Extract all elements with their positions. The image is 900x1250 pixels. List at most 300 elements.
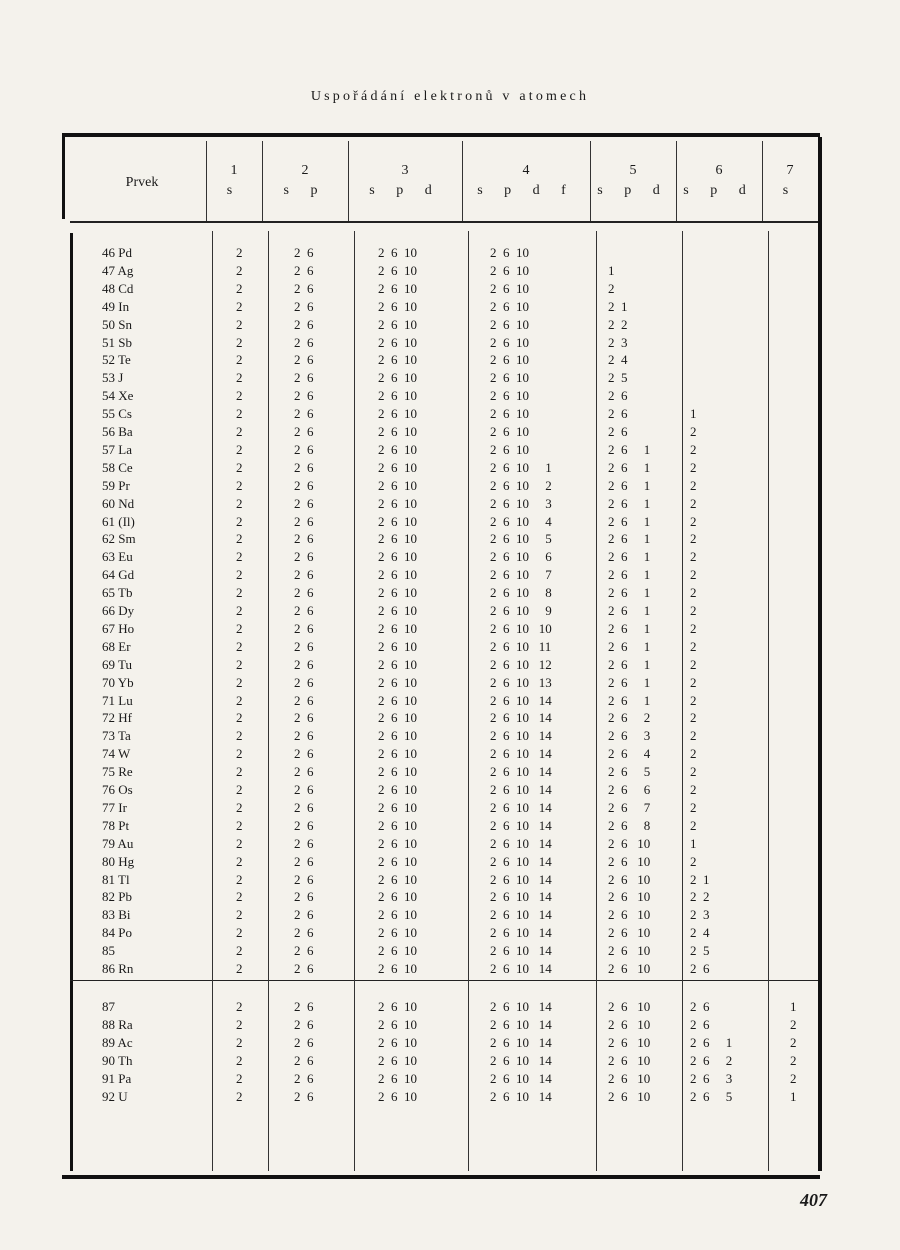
shell-4-value: 2 6 10 — [490, 262, 529, 278]
shell-4-value: 2 6 10 4 — [490, 513, 552, 529]
table-row — [62, 567, 820, 585]
shell-2-value: 2 6 — [294, 674, 314, 690]
table-row — [62, 496, 820, 514]
shell-5-value: 2 6 4 — [608, 746, 651, 762]
shell-1-value: 2 — [236, 1070, 243, 1086]
shell-number: 3 — [401, 163, 409, 178]
subshell-labels: s p d — [683, 183, 755, 198]
shell-5-value: 2 6 1 — [608, 620, 651, 636]
shell-2-value: 2 6 — [294, 1070, 314, 1086]
shell-3-value: 2 6 10 — [378, 1016, 417, 1032]
shell-header-4 — [462, 161, 590, 201]
shell-2-value: 2 6 — [294, 817, 314, 833]
shell-1-value: 2 — [236, 549, 243, 565]
shell-3-value: 2 6 10 — [378, 835, 417, 851]
shell-2-value: 2 6 — [294, 513, 314, 529]
shell-3-value: 2 6 10 — [378, 298, 417, 314]
element-label: 58 Ce — [102, 459, 133, 475]
shell-1-value: 2 — [236, 513, 243, 529]
shell-3-value: 2 6 10 — [378, 638, 417, 654]
element-label: 85 — [102, 943, 115, 959]
shell-4-value: 2 6 10 14 — [490, 728, 552, 744]
shell-3-value: 2 6 10 — [378, 961, 417, 976]
shell-4-value: 2 6 10 14 — [490, 907, 552, 923]
shell-1-value: 2 — [236, 245, 243, 260]
table-row — [62, 782, 820, 800]
table-row — [62, 1053, 820, 1071]
shell-5-value: 2 6 10 — [608, 907, 651, 923]
element-label: 62 Sm — [102, 531, 136, 547]
element-label: 65 Tb — [102, 585, 133, 601]
shell-2-value: 2 6 — [294, 835, 314, 851]
shell-5-value: 2 6 3 — [608, 728, 651, 744]
shell-5-value: 2 6 5 — [608, 764, 651, 780]
table-row — [62, 925, 820, 943]
shell-6-value: 2 3 — [690, 907, 710, 923]
element-label: 90 Th — [102, 1052, 133, 1068]
shell-2-value: 2 6 — [294, 1088, 314, 1104]
shell-2-value: 2 6 — [294, 871, 314, 887]
shell-4-value: 2 6 10 2 — [490, 477, 552, 493]
element-label: 78 Pt — [102, 817, 130, 833]
shell-1-value: 2 — [236, 961, 243, 976]
shell-5-value: 2 6 2 — [608, 710, 651, 726]
table-row — [62, 746, 820, 764]
shell-2-value: 2 6 — [294, 477, 314, 493]
shell-6-value: 2 — [690, 853, 697, 869]
shell-6-value: 2 — [690, 746, 697, 762]
table-row — [62, 836, 820, 854]
element-label: 87 — [102, 999, 115, 1014]
shell-4-value: 2 6 10 — [490, 352, 529, 368]
table-row — [62, 585, 820, 603]
shell-number: 2 — [301, 163, 309, 178]
shell-4-value: 2 6 10 14 — [490, 692, 552, 708]
shell-1-value: 2 — [236, 710, 243, 726]
shell-2-value: 2 6 — [294, 943, 314, 959]
shell-3-value: 2 6 10 — [378, 853, 417, 869]
shell-5-value: 2 6 8 — [608, 817, 651, 833]
shell-3-value: 2 6 10 — [378, 674, 417, 690]
group-divider — [70, 980, 818, 981]
shell-number: 4 — [522, 163, 530, 178]
element-label: 47 Ag — [102, 262, 134, 278]
shell-3-value: 2 6 10 — [378, 871, 417, 887]
table-row — [62, 889, 820, 907]
shell-4-value: 2 6 10 — [490, 370, 529, 386]
shell-4-value: 2 6 10 14 — [490, 925, 552, 941]
shell-1-value: 2 — [236, 799, 243, 815]
element-label: 89 Ac — [102, 1034, 133, 1050]
shell-4-value: 2 6 10 7 — [490, 567, 552, 583]
table-row — [62, 639, 820, 657]
table-row — [62, 710, 820, 728]
shell-7-value: 1 — [790, 1088, 797, 1104]
shell-3-value: 2 6 10 — [378, 424, 417, 439]
shell-1-value: 2 — [236, 728, 243, 744]
element-label: 60 Nd — [102, 495, 135, 511]
shell-6-value: 2 6 — [690, 961, 710, 976]
shell-2-value: 2 6 — [294, 961, 314, 976]
shell-6-value: 2 — [690, 710, 697, 726]
shell-6-value: 2 — [690, 799, 697, 815]
shell-7-value: 2 — [790, 1052, 797, 1068]
shell-5-value: 2 6 10 — [608, 1070, 651, 1086]
shell-2-value: 2 6 — [294, 262, 314, 278]
shell-3-value: 2 6 10 — [378, 513, 417, 529]
subshell-labels: s p d — [369, 183, 441, 198]
shell-1-value: 2 — [236, 459, 243, 475]
shell-6-value: 2 — [690, 424, 697, 439]
shell-1-value: 2 — [236, 620, 243, 636]
shell-3-value: 2 6 10 — [378, 907, 417, 923]
shell-2-value: 2 6 — [294, 907, 314, 923]
shell-6-value: 1 — [690, 406, 697, 422]
shell-1-value: 2 — [236, 835, 243, 851]
shell-6-value: 2 6 5 — [690, 1088, 733, 1104]
shell-3-value: 2 6 10 — [378, 603, 417, 618]
shell-3-value: 2 6 10 — [378, 280, 417, 296]
shell-4-value: 2 6 10 14 — [490, 835, 552, 851]
element-label: 88 Ra — [102, 1016, 133, 1032]
shell-4-value: 2 6 10 11 — [490, 638, 552, 654]
shell-4-value: 2 6 10 14 — [490, 817, 552, 833]
page-title: Uspořádání elektronů v atomech — [310, 89, 590, 104]
shell-6-value: 2 — [690, 674, 697, 690]
element-label: 83 Bi — [102, 907, 131, 923]
shell-3-value: 2 6 10 — [378, 1088, 417, 1104]
table-row — [62, 675, 820, 693]
shell-4-value: 2 6 10 — [490, 406, 529, 422]
shell-6-value: 2 — [690, 549, 697, 565]
element-label: 59 Pr — [102, 477, 130, 493]
shell-4-value: 2 6 10 14 — [490, 943, 552, 959]
shell-6-value: 2 — [690, 782, 697, 797]
element-label: 61 (Il) — [102, 513, 135, 529]
shell-1-value: 2 — [236, 1088, 243, 1104]
shell-4-value: 2 6 10 — [490, 280, 529, 296]
shell-6-value: 1 — [690, 835, 697, 851]
shell-2-value: 2 6 — [294, 889, 314, 905]
shell-1-value: 2 — [236, 441, 243, 457]
header-divider — [70, 221, 818, 223]
subshell-labels: s — [782, 183, 798, 198]
table-row — [62, 999, 820, 1017]
shell-4-value: 2 6 10 10 — [490, 620, 552, 636]
element-label: 81 Tl — [102, 871, 130, 887]
shell-4-value: 2 6 10 — [490, 441, 529, 457]
table-row — [62, 299, 820, 317]
shell-header-5 — [590, 161, 676, 201]
shell-2-value: 2 6 — [294, 603, 314, 618]
shell-5-value: 2 6 1 — [608, 441, 651, 457]
shell-3-value: 2 6 10 — [378, 782, 417, 797]
element-label: 80 Hg — [102, 853, 135, 869]
shell-5-value: 2 6 1 — [608, 585, 651, 601]
element-header: Prvek — [125, 175, 159, 190]
table-row — [62, 800, 820, 818]
shell-2-value: 2 6 — [294, 1052, 314, 1068]
shell-5-value: 2 4 — [608, 352, 628, 368]
shell-1-value: 2 — [236, 1016, 243, 1032]
table-row — [62, 263, 820, 281]
shell-3-value: 2 6 10 — [378, 406, 417, 422]
shell-1-value: 2 — [236, 352, 243, 368]
shell-4-value: 2 6 10 14 — [490, 1034, 552, 1050]
table-row — [62, 728, 820, 746]
shell-5-value: 2 6 10 — [608, 943, 651, 959]
element-label: 91 Pa — [102, 1070, 132, 1086]
shell-3-value: 2 6 10 — [378, 352, 417, 368]
shell-1-value: 2 — [236, 424, 243, 439]
shell-3-value: 2 6 10 — [378, 1034, 417, 1050]
shell-1-value: 2 — [236, 943, 243, 959]
shell-4-value: 2 6 10 8 — [490, 585, 552, 601]
shell-5-value: 2 6 10 — [608, 961, 651, 976]
shell-4-value: 2 6 10 14 — [490, 746, 552, 762]
shell-1-value: 2 — [236, 531, 243, 547]
shell-5-value: 2 6 10 — [608, 1052, 651, 1068]
shell-2-value: 2 6 — [294, 567, 314, 583]
shell-2-value: 2 6 — [294, 388, 314, 404]
shell-4-value: 2 6 10 — [490, 316, 529, 332]
shell-1-value: 2 — [236, 889, 243, 905]
element-label: 76 Os — [102, 782, 133, 797]
shell-1-value: 2 — [236, 370, 243, 386]
element-label: 57 La — [102, 441, 132, 457]
shell-6-value: 2 — [690, 477, 697, 493]
shell-5-value: 2 6 — [608, 388, 628, 404]
shell-2-value: 2 6 — [294, 853, 314, 869]
table-row — [62, 478, 820, 496]
shell-2-value: 2 6 — [294, 406, 314, 422]
shell-2-value: 2 6 — [294, 799, 314, 815]
shell-3-value: 2 6 10 — [378, 764, 417, 780]
shell-2-value: 2 6 — [294, 782, 314, 797]
shell-4-value: 2 6 10 9 — [490, 603, 552, 618]
element-label: 68 Er — [102, 638, 131, 654]
shell-5-value: 2 6 1 — [608, 495, 651, 511]
subshell-labels: s p — [283, 183, 327, 198]
shell-5-value: 2 3 — [608, 334, 628, 350]
element-label: 75 Re — [102, 764, 133, 780]
table-row — [62, 317, 820, 335]
table-row — [62, 818, 820, 836]
shell-7-value: 2 — [790, 1034, 797, 1050]
shell-3-value: 2 6 10 — [378, 656, 417, 672]
element-label: 51 Sb — [102, 334, 132, 350]
table-row — [62, 406, 820, 424]
page-number: 407 — [800, 1190, 827, 1210]
shell-6-value: 2 6 3 — [690, 1070, 733, 1086]
shell-1-value: 2 — [236, 603, 243, 618]
shell-1-value: 2 — [236, 925, 243, 941]
shell-6-value: 2 — [690, 441, 697, 457]
shell-5-value: 2 6 10 — [608, 1088, 651, 1104]
shell-1-value: 2 — [236, 585, 243, 601]
table-row — [62, 961, 820, 979]
shell-5-value: 2 6 1 — [608, 513, 651, 529]
shell-5-value: 2 6 — [608, 424, 628, 439]
shell-1-value: 2 — [236, 316, 243, 332]
shell-number: 5 — [629, 163, 637, 178]
shell-1-value: 2 — [236, 334, 243, 350]
table-row — [62, 549, 820, 567]
shell-2-value: 2 6 — [294, 352, 314, 368]
shell-1-value: 2 — [236, 567, 243, 583]
shell-6-value: 2 — [690, 638, 697, 654]
element-label: 71 Lu — [102, 692, 133, 708]
shell-5-value: 2 6 10 — [608, 871, 651, 887]
shell-6-value: 2 — [690, 656, 697, 672]
table-row — [62, 621, 820, 639]
shell-5-value: 2 6 1 — [608, 459, 651, 475]
shell-3-value: 2 6 10 — [378, 388, 417, 404]
table-row — [62, 693, 820, 711]
shell-2-value: 2 6 — [294, 316, 314, 332]
shell-5-value: 2 6 6 — [608, 782, 651, 797]
shell-2-value: 2 6 — [294, 728, 314, 744]
table-row — [62, 352, 820, 370]
shell-4-value: 2 6 10 1 — [490, 459, 552, 475]
table-row — [62, 388, 820, 406]
shell-2-value: 2 6 — [294, 549, 314, 565]
table-row — [62, 907, 820, 925]
shell-5-value: 2 6 — [608, 406, 628, 422]
shell-6-value: 2 — [690, 817, 697, 833]
table-row — [62, 1035, 820, 1053]
shell-4-value: 2 6 10 14 — [490, 782, 552, 797]
shell-4-value: 2 6 10 14 — [490, 1070, 552, 1086]
shell-5-value: 2 6 1 — [608, 674, 651, 690]
shell-4-value: 2 6 10 13 — [490, 674, 552, 690]
shell-2-value: 2 6 — [294, 656, 314, 672]
shell-3-value: 2 6 10 — [378, 728, 417, 744]
shell-1-value: 2 — [236, 871, 243, 887]
element-label: 72 Hf — [102, 710, 132, 726]
shell-2-value: 2 6 — [294, 245, 314, 260]
shell-5-value: 2 5 — [608, 370, 628, 386]
table-row — [62, 943, 820, 961]
shell-2-value: 2 6 — [294, 531, 314, 547]
shell-5-value: 2 6 1 — [608, 603, 651, 618]
shell-3-value: 2 6 10 — [378, 459, 417, 475]
shell-4-value: 2 6 10 — [490, 245, 529, 260]
shell-4-value: 2 6 10 14 — [490, 999, 552, 1014]
element-label: 63 Eu — [102, 549, 133, 565]
table-row — [62, 335, 820, 353]
element-label: 66 Dy — [102, 603, 135, 618]
shell-1-value: 2 — [236, 262, 243, 278]
shell-6-value: 2 6 — [690, 1016, 710, 1032]
shell-number: 6 — [715, 163, 723, 178]
shell-6-value: 2 — [690, 495, 697, 511]
shell-3-value: 2 6 10 — [378, 692, 417, 708]
element-label: 55 Cs — [102, 406, 132, 422]
shell-1-value: 2 — [236, 1052, 243, 1068]
shell-4-value: 2 6 10 14 — [490, 710, 552, 726]
shell-5-value: 2 6 1 — [608, 549, 651, 565]
shell-4-value: 2 6 10 — [490, 298, 529, 314]
shell-2-value: 2 6 — [294, 370, 314, 386]
shell-2-value: 2 6 — [294, 585, 314, 601]
shell-2-value: 2 6 — [294, 1034, 314, 1050]
shell-1-value: 2 — [236, 692, 243, 708]
shell-2-value: 2 6 — [294, 638, 314, 654]
shell-header-3 — [348, 161, 462, 201]
shell-3-value: 2 6 10 — [378, 1070, 417, 1086]
element-label: 49 In — [102, 298, 130, 314]
shell-6-value: 2 — [690, 764, 697, 780]
shell-6-value: 2 1 — [690, 871, 710, 887]
shell-6-value: 2 — [690, 513, 697, 529]
shell-4-value: 2 6 10 14 — [490, 961, 552, 976]
shell-1-value: 2 — [236, 495, 243, 511]
shell-2-value: 2 6 — [294, 692, 314, 708]
shell-3-value: 2 6 10 — [378, 477, 417, 493]
table-row — [62, 424, 820, 442]
element-label: 79 Au — [102, 835, 134, 851]
shell-2-value: 2 6 — [294, 280, 314, 296]
shell-4-value: 2 6 10 14 — [490, 1016, 552, 1032]
shell-5-value: 2 6 1 — [608, 638, 651, 654]
shell-3-value: 2 6 10 — [378, 799, 417, 815]
shell-3-value: 2 6 10 — [378, 262, 417, 278]
element-label: 74 W — [102, 746, 131, 762]
shell-5-value: 2 — [608, 280, 615, 296]
shell-2-value: 2 6 — [294, 764, 314, 780]
shell-5-value: 2 6 10 — [608, 889, 651, 905]
shell-4-value: 2 6 10 14 — [490, 799, 552, 815]
shell-header-6 — [676, 161, 762, 201]
shell-5-value: 2 1 — [608, 298, 628, 314]
shell-2-value: 2 6 — [294, 334, 314, 350]
shell-1-value: 2 — [236, 388, 243, 404]
shell-4-value: 2 6 10 14 — [490, 764, 552, 780]
shell-2-value: 2 6 — [294, 495, 314, 511]
shell-1-value: 2 — [236, 907, 243, 923]
shell-6-value: 2 — [690, 728, 697, 744]
shell-6-value: 2 — [690, 459, 697, 475]
shell-2-value: 2 6 — [294, 620, 314, 636]
shell-5-value: 2 6 1 — [608, 531, 651, 547]
shell-5-value: 2 6 1 — [608, 567, 651, 583]
shell-3-value: 2 6 10 — [378, 1052, 417, 1068]
shell-1-value: 2 — [236, 674, 243, 690]
element-label: 48 Cd — [102, 280, 134, 296]
shell-1-value: 2 — [236, 764, 243, 780]
left-border-top — [62, 137, 65, 219]
shell-7-value: 2 — [790, 1070, 797, 1086]
shell-6-value: 2 — [690, 692, 697, 708]
table-row — [62, 514, 820, 532]
shell-6-value: 2 6 2 — [690, 1052, 733, 1068]
shell-4-value: 2 6 10 5 — [490, 531, 552, 547]
element-label: 84 Po — [102, 925, 132, 941]
shell-3-value: 2 6 10 — [378, 999, 417, 1014]
shell-4-value: 2 6 10 — [490, 334, 529, 350]
shell-header-7 — [762, 161, 818, 201]
shell-1-value: 2 — [236, 746, 243, 762]
shell-5-value: 2 6 1 — [608, 477, 651, 493]
element-label: 46 Pd — [102, 245, 132, 260]
shell-1-value: 2 — [236, 1034, 243, 1050]
shell-5-value: 2 6 10 — [608, 1034, 651, 1050]
subshell-labels: s p d — [597, 183, 669, 198]
shell-5-value: 1 — [608, 262, 615, 278]
shell-2-value: 2 6 — [294, 999, 314, 1014]
shell-6-value: 2 5 — [690, 943, 710, 959]
